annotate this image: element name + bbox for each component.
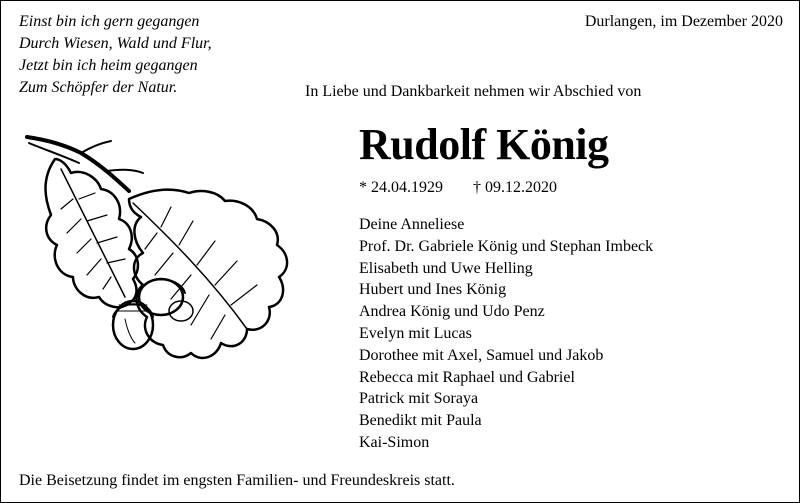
oak-leaves-acorns-icon	[21, 129, 321, 409]
mourners-list	[359, 214, 653, 454]
mourner: Deine Anneliese	[359, 216, 465, 233]
poem-line: Einst bin ich gern gegangen	[19, 13, 200, 30]
death-date: † 09.12.2020	[473, 179, 557, 196]
poem-line: Jetzt bin ich heim gegangen	[19, 57, 198, 74]
mourner: Elisabeth und Uwe Helling	[359, 259, 533, 277]
birth-date: * 24.04.1929	[359, 179, 443, 196]
intro-text: In Liebe und Dankbarkeit nehmen wir Abschied von	[305, 83, 642, 100]
mourner: Prof. Dr. Gabriele König und Stephan Imbeck	[359, 237, 654, 255]
mourner: Hubert und Ines König	[359, 281, 507, 299]
mourner: Benedikt mit Paula	[359, 412, 482, 430]
place-date: Durlangen, im Dezember 2020	[584, 13, 783, 30]
poem-line: Zum Schöpfer der Natur.	[19, 79, 178, 96]
deceased-name: Rudolf König	[359, 120, 609, 169]
mourner: Andrea König und Udo Penz	[359, 303, 545, 321]
poem-line: Durch Wiesen, Wald und Flur,	[19, 35, 212, 52]
mourner: Dorothee mit Axel, Samuel und Jakob	[359, 346, 604, 364]
life-dates	[359, 177, 557, 199]
burial-note: Die Beisetzung findet im engsten Familien- und Freundeskreis statt.	[19, 472, 455, 489]
mourner: Kai-Simon	[359, 433, 430, 451]
poem	[19, 11, 212, 99]
mourner: Patrick mit Soraya	[359, 390, 479, 408]
mourner: Evelyn mit Lucas	[359, 324, 472, 342]
mourner: Rebecca mit Raphael und Gabriel	[359, 368, 575, 386]
